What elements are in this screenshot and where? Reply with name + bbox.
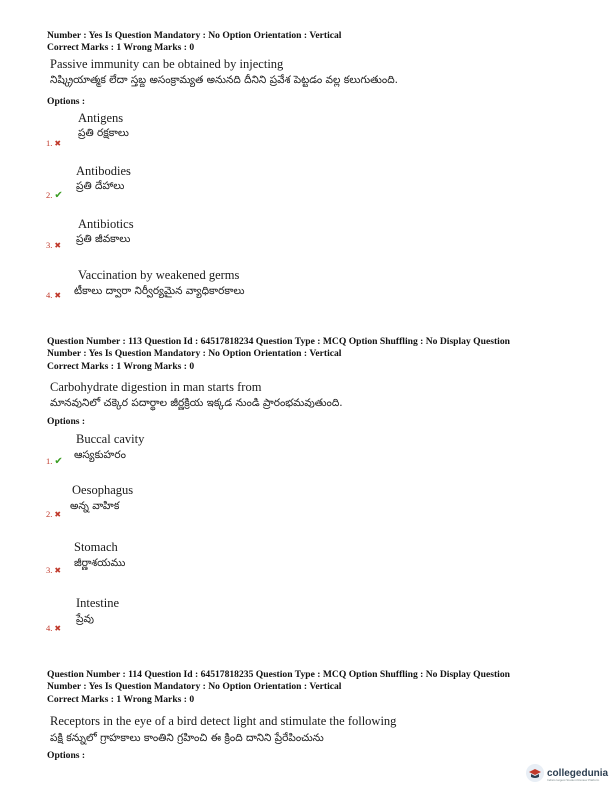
q112-option-1-te: ప్రతి రక్షకాలు	[78, 127, 129, 139]
q113-option-4-marker	[46, 623, 61, 634]
q113-option-2-marker	[46, 509, 61, 520]
q112-option-2-en: Antibodies	[76, 164, 131, 178]
q112-option-2-marker	[46, 190, 63, 201]
cross-icon: ✖	[54, 624, 62, 633]
option-number: 4.	[46, 290, 53, 300]
q113-option-2-te: అన్న వాహిక	[70, 500, 120, 512]
q112-option-1-en: Antigens	[78, 111, 124, 125]
q113-option-4-en: Intestine	[76, 596, 120, 610]
q113-meta-line2: Correct Marks : 1 Wrong Marks : 0	[47, 361, 195, 372]
q113-options-label: Options :	[47, 416, 86, 427]
q112-meta-line1: Number : Yes Is Question Mandatory : No Option Orientation : Vertical	[47, 30, 342, 41]
q113-question-en: Carbohydrate digestion in man starts from	[50, 380, 262, 394]
check-icon: ✔	[54, 190, 63, 201]
q112-option-3-te: ప్రతి జీవకాలు	[76, 233, 131, 245]
q113-option-1-en: Buccal cavity	[76, 432, 145, 446]
q113-option-3-en: Stomach	[74, 540, 118, 554]
q113-option-3-marker	[46, 565, 61, 576]
q112-option-3-marker	[46, 240, 61, 251]
cross-icon: ✖	[54, 241, 62, 250]
q112-option-1-marker	[46, 138, 61, 149]
option-number: 3.	[46, 240, 53, 250]
q112-option-4-en: Vaccination by weakened germs	[78, 268, 240, 282]
logo-wordmark: collegedunia	[547, 767, 609, 779]
q114-meta-line2: Correct Marks : 1 Wrong Marks : 0	[47, 694, 195, 705]
cross-icon: ✖	[54, 566, 62, 575]
q114-meta-line1: Number : Yes Is Question Mandatory : No Option Orientation : Vertical	[47, 681, 342, 692]
q113-meta-line0: Question Number : 113 Question Id : 64517818234 Question Type : MCQ Option Shuffling : No Display Question	[47, 336, 510, 347]
option-number: 1.	[46, 138, 53, 148]
q112-options-label: Options :	[47, 96, 86, 107]
q113-meta-line1: Number : Yes Is Question Mandatory : No Option Orientation : Vertical	[47, 348, 342, 359]
option-number: 1.	[46, 456, 53, 466]
q114-meta-line0: Question Number : 114 Question Id : 64517818235 Question Type : MCQ Option Shuffling : No Display Question	[47, 669, 510, 680]
q114-question-en: Receptors in the eye of a bird detect light and stimulate the following	[50, 714, 397, 728]
q113-option-2-en: Oesophagus	[72, 483, 134, 497]
option-number: 2.	[46, 509, 53, 519]
q113-option-1-marker	[46, 456, 63, 467]
q113-question-te: మానవునిలో చక్కెర పదార్థాల జీర్ణక్రియ ఇక్కడ నుండి ప్రారంభమవుతుంది.	[50, 397, 343, 409]
logo-tagline: India's largest Student Review Platform	[547, 778, 600, 782]
q113-option-1-te: ఆస్యకుహరం	[74, 449, 126, 461]
q113-option-3-te: జీర్ణాశయము	[74, 557, 126, 569]
q112-question-en: Passive immunity can be obtained by injecting	[50, 57, 284, 71]
q112-question-te: నిష్క్రియాత్మక లేదా స్తబ్ద అసంక్రామ్యత అనునది దీనిని ప్రవేశ పెట్టడం వల్ల కలుగుతుంది.	[50, 74, 398, 86]
q112-option-3-en: Antibiotics	[78, 217, 134, 231]
q112-option-4-marker	[46, 290, 61, 301]
q113-option-4-te: ప్రేవు	[76, 613, 94, 625]
cross-icon: ✖	[54, 510, 62, 519]
q112-meta-line2: Correct Marks : 1 Wrong Marks : 0	[47, 42, 195, 53]
q112-option-4-te: టీకాలు ద్వారా నిర్వీర్యమైన వ్యాధికారకాలు	[74, 285, 245, 297]
cross-icon: ✖	[54, 139, 62, 148]
collegedunia-logo-icon	[525, 763, 545, 783]
check-icon: ✔	[54, 456, 63, 467]
option-number: 4.	[46, 623, 53, 633]
cross-icon: ✖	[54, 291, 62, 300]
option-number: 3.	[46, 565, 53, 575]
q114-question-te: పక్షి కన్నులో గ్రాహకాలు కాంతిని గ్రహించి ఈ క్రింది దానిని ప్రేరేపించును	[50, 732, 324, 744]
collegedunia-logo	[525, 760, 609, 786]
q114-options-label: Options :	[47, 750, 86, 761]
option-number: 2.	[46, 190, 53, 200]
q112-option-2-te: ప్రతి దేహాలు	[76, 180, 125, 192]
